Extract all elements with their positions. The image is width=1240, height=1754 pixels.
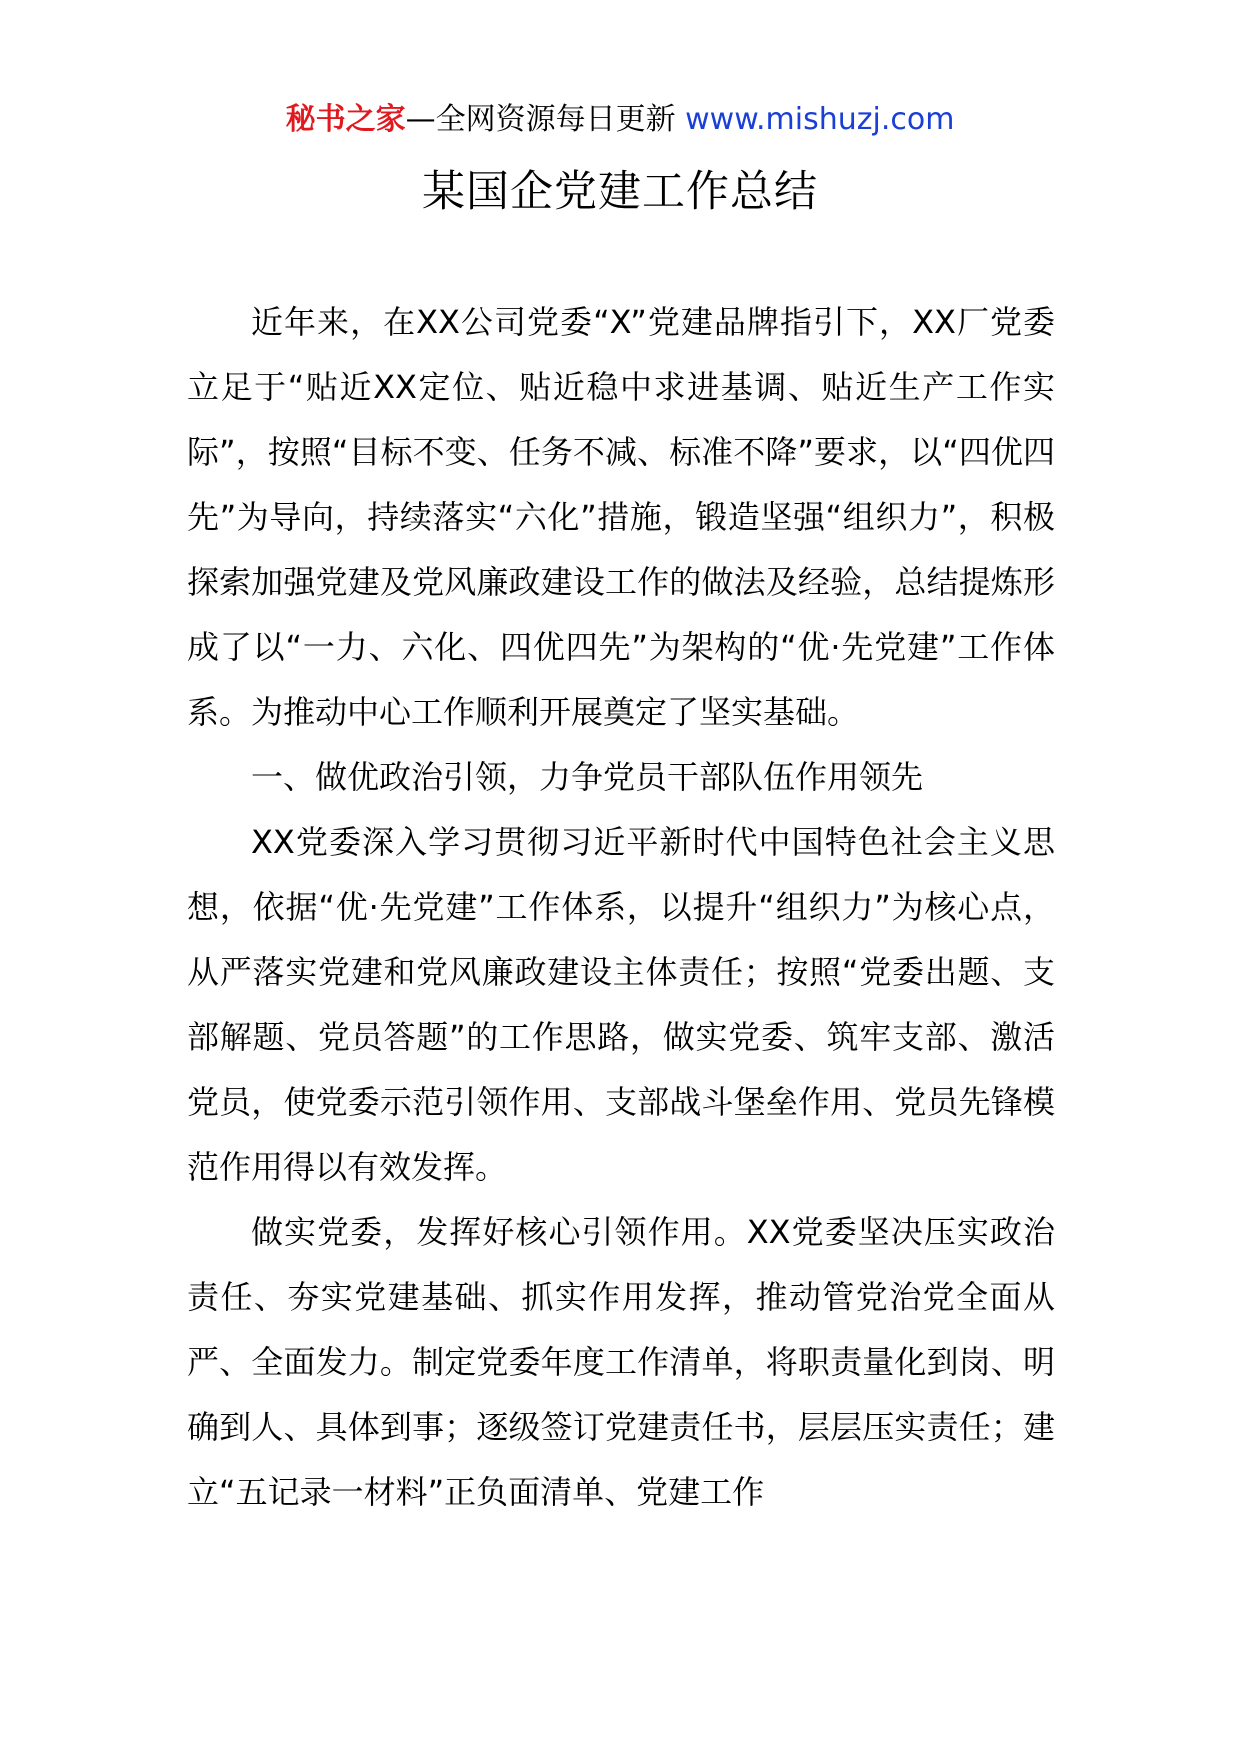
paragraph: XX党委深入学习贯彻习近平新时代中国特色社会主义思想，依据“优·先党建”工作体系，以提升“组织力”为核心点，从严落实党建和党风廉政建设主体责任；按照“党委出题、支部解题、党员答题”的工作思路，做实党委、筑牢支部、激活党员，使党委示范引领作用、支部战斗堡垒作用、党员先锋模范作用得以有效发挥。 [187,823,1055,1186]
site-header [0,98,1240,142]
document-title: 某国企党建工作总结 [422,167,818,217]
header-tagline: —全网资源每日更新 [405,102,686,137]
paragraph: 做实党委，发挥好核心引领作用。XX党委坚决压实政治责任、夯实党建基础、抓实作用发挥，推动管党治党全面从严、全面发力。制定党委年度工作清单，将职责量化到岗、明确到人、具体到事；逐级签订党建责任书，层层压实责任；建立“五记录一材料”正负面清单、党建工作 [187,1213,1055,1511]
section-heading: 一、做优政治引领，力争党员干部队伍作用领先 [251,758,924,796]
brand-name: 秘书之家 [285,102,406,137]
site-url[interactable]: www.mishuzj.com [685,102,955,137]
paragraph-intro: 近年来，在XX公司党委“X”党建品牌指引下，XX厂党委立足于“贴近XX定位、贴近稳中求进基调、贴近生产工作实际”，按照“目标不变、任务不减、标准不降”要求，以“四优四先”为导向，持续落实“六化”措施，锻造坚强“组织力”，积极探索加强党建及党风廉政建设工作的做法及经验，总结提炼形成了以“一力、六化、四优四先”为架构的“优·先党建”工作体系。为推动中心工作顺利开展奠定了坚实基础。 [187,303,1055,731]
document-body [187,290,1055,1525]
